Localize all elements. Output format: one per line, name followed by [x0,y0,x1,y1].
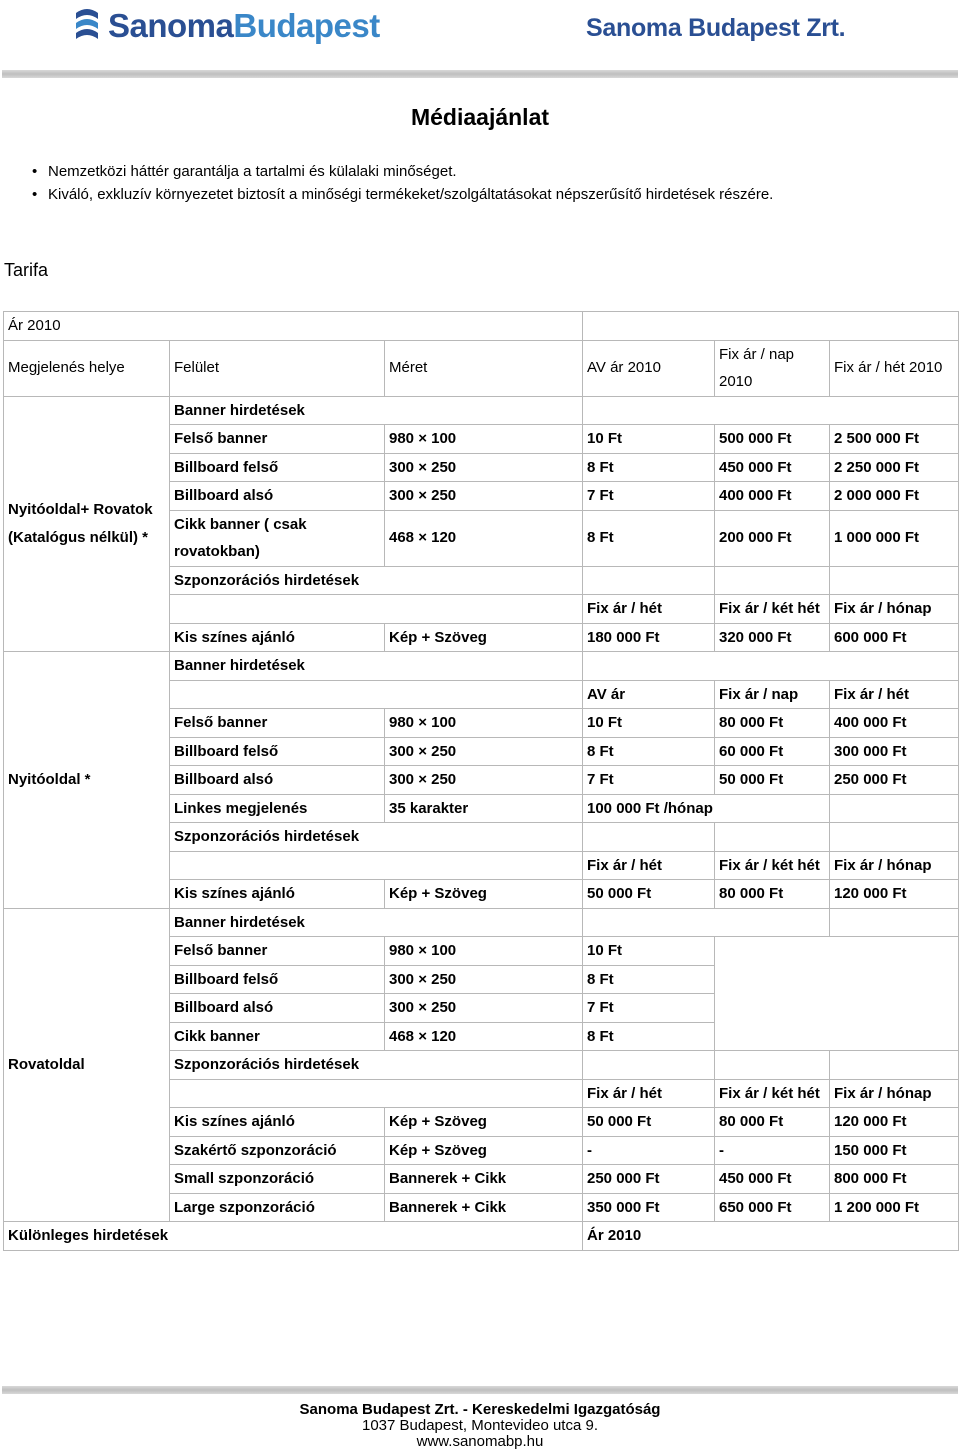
table-caption: Ár 2010 [4,312,583,341]
table-cell: - [715,1136,830,1165]
section-heading: Szponzorációs hirdetések [170,1051,583,1080]
table-cell: Szakértő szponzoráció [170,1136,385,1165]
table-cell: Fix ár / hét [583,851,715,880]
table-cell [715,1051,830,1080]
table-cell [715,566,830,595]
table-cell [583,652,959,681]
table-cell: 980 × 100 [385,709,583,738]
bullet-item: • Nemzetközi háttér garantálja a tartalmi és külalaki minőséget. [28,160,773,183]
table-cell: 120 000 Ft [830,1108,959,1137]
table-cell [830,566,959,595]
table-cell: 800 000 Ft [830,1165,959,1194]
table-cell: 180 000 Ft [583,623,715,652]
table-cell: 468 × 120 [385,510,583,566]
table-cell: 350 000 Ft [583,1193,715,1222]
table-cell [830,1051,959,1080]
table-cell: Fix ár / hónap [830,595,959,624]
table-cell [170,680,583,709]
table-cell: Fix ár / hónap [830,851,959,880]
page-title: Médiaajánlat [410,104,550,130]
table-cell [830,908,959,937]
table-cell: 7 Ft [583,994,715,1023]
table-cell: 300 × 250 [385,994,583,1023]
header-fix-week: Fix ár / hét 2010 [830,340,959,396]
table-cell: 10 Ft [583,425,715,454]
table-cell: 80 000 Ft [715,880,830,909]
table-cell: Felső banner [170,425,385,454]
table-cell [583,908,830,937]
page-footer [0,1402,960,1450]
table-cell: 300 × 250 [385,737,583,766]
table-cell: 300 × 250 [385,453,583,482]
table-cell: 300 000 Ft [830,737,959,766]
logo-mark-icon [70,5,104,47]
table-cell [715,823,830,852]
table-cell [583,823,715,852]
table-cell [170,595,583,624]
table-cell: Különleges hirdetések [4,1222,583,1251]
table-cell [715,937,959,1051]
table-cell: 7 Ft [583,482,715,511]
table-cell: 200 000 Ft [715,510,830,566]
table-cell: Kép + Szöveg [385,1108,583,1137]
table-cell: 8 Ft [583,965,715,994]
table-cell: Kép + Szöveg [385,1136,583,1165]
table-cell: Bannerek + Cikk [385,1165,583,1194]
table-cell: 80 000 Ft [715,1108,830,1137]
table-cell: 50 000 Ft [583,1108,715,1137]
table-cell: 320 000 Ft [715,623,830,652]
table-cell [830,794,959,823]
table-cell: 300 × 250 [385,766,583,795]
table-cell: 600 000 Ft [830,623,959,652]
table-cell: Kis színes ajánló [170,880,385,909]
table-cell: 8 Ft [583,1022,715,1051]
table-cell: 980 × 100 [385,425,583,454]
table-cell: Fix ár / nap [715,680,830,709]
table-cell: 468 × 120 [385,1022,583,1051]
table-cell: 650 000 Ft [715,1193,830,1222]
table-cell: 450 000 Ft [715,453,830,482]
table-cell: 8 Ft [583,737,715,766]
table-cell: 60 000 Ft [715,737,830,766]
table-cell: Kis színes ajánló [170,1108,385,1137]
table-cell [583,1051,715,1080]
table-cell [583,396,959,425]
table-cell [583,312,959,341]
table-cell: 50 000 Ft [583,880,715,909]
table-cell: Bannerek + Cikk [385,1193,583,1222]
section-heading: Banner hirdetések [170,396,583,425]
table-cell [170,1079,583,1108]
section-heading: Szponzorációs hirdetések [170,566,583,595]
table-cell: 450 000 Ft [715,1165,830,1194]
table-cell: Fix ár / hét [583,1079,715,1108]
company-name: Sanoma Budapest Zrt. [586,14,846,42]
table-cell: 8 Ft [583,510,715,566]
table-cell: 150 000 Ft [830,1136,959,1165]
tariff-table [3,311,959,1251]
table-cell: 8 Ft [583,453,715,482]
sanoma-budapest-logo [70,3,380,49]
table-cell: 10 Ft [583,937,715,966]
table-cell: Billboard alsó [170,766,385,795]
section-heading: Szponzorációs hirdetések [170,823,583,852]
table-cell: Billboard felső [170,965,385,994]
table-cell: - [583,1136,715,1165]
placement-cell: Nyitóoldal+ Rovatok (Katalógus nélkül) * [4,396,170,652]
table-cell: Small szponzoráció [170,1165,385,1194]
table-cell: 10 Ft [583,709,715,738]
table-cell: 250 000 Ft [583,1165,715,1194]
table-cell [170,851,583,880]
table-cell: Fix ár / két hét [715,851,830,880]
table-cell: 80 000 Ft [715,709,830,738]
table-cell: 400 000 Ft [830,709,959,738]
table-cell: Billboard felső [170,453,385,482]
table-cell: 2 250 000 Ft [830,453,959,482]
section-heading: Banner hirdetések [170,908,583,937]
header-av-price: AV ár 2010 [583,340,715,396]
table-cell: Cikk banner ( csak rovatokban) [170,510,385,566]
table-cell: Fix ár / hónap [830,1079,959,1108]
table-cell: Billboard alsó [170,482,385,511]
table-cell: Felső banner [170,937,385,966]
table-cell: Fix ár / két hét [715,1079,830,1108]
header-fix-day: Fix ár / nap 2010 [715,340,830,396]
table-cell: Large szponzoráció [170,1193,385,1222]
table-cell: 2 000 000 Ft [830,482,959,511]
table-cell: Fix ár / hét [830,680,959,709]
table-cell: Kép + Szöveg [385,880,583,909]
table-cell: Linkes megjelenés [170,794,385,823]
table-cell: 50 000 Ft [715,766,830,795]
table-cell: Cikk banner [170,1022,385,1051]
table-cell: Ár 2010 [583,1222,959,1251]
table-cell: 100 000 Ft /hónap [583,794,830,823]
bullet-list [28,160,773,206]
table-cell: Billboard felső [170,737,385,766]
header-size: Méret [385,340,583,396]
table-cell: 120 000 Ft [830,880,959,909]
table-cell: 250 000 Ft [830,766,959,795]
table-cell [583,566,715,595]
page-header [0,0,960,80]
table-cell: 7 Ft [583,766,715,795]
bullet-item: • Kiváló, exkluzív környezetet biztosít a minőségi termékeket/szolgáltatásokat népszerűsítő hirdetések részére. [28,183,773,206]
table-cell: 1 200 000 Ft [830,1193,959,1222]
footer-address: 1037 Budapest, Montevideo utca 9. [361,1417,598,1434]
placement-cell: Nyitóoldal * [4,652,170,909]
footer-web: www.sanomabp.hu [416,1433,544,1450]
header-placement: Megjelenés helye [4,340,170,396]
tarifa-heading: Tarifa [4,260,49,280]
table-cell: Billboard alsó [170,994,385,1023]
logo-budapest-text: Budapest [233,7,380,44]
footer-divider [2,1386,958,1394]
table-cell: 980 × 100 [385,937,583,966]
header-divider [2,70,958,78]
table-cell: Fix ár / két hét [715,595,830,624]
table-cell: 400 000 Ft [715,482,830,511]
placement-cell: Rovatoldal [4,908,170,1222]
table-row [4,1222,959,1251]
table-cell: Kép + Szöveg [385,623,583,652]
table-cell: 500 000 Ft [715,425,830,454]
logo-sanoma-text: Sanoma [108,7,234,44]
table-cell: 1 000 000 Ft [830,510,959,566]
footer-company: Sanoma Budapest Zrt. - Kereskedelmi Igazgatóság [299,1401,661,1418]
table-cell: 35 karakter [385,794,583,823]
header-surface: Felület [170,340,385,396]
table-cell: 300 × 250 [385,482,583,511]
table-cell: AV ár [583,680,715,709]
table-cell: 300 × 250 [385,965,583,994]
table-cell: Fix ár / hét [583,595,715,624]
section-heading: Banner hirdetések [170,652,583,681]
table-cell: Kis színes ajánló [170,623,385,652]
table-cell [830,823,959,852]
table-cell: Felső banner [170,709,385,738]
table-cell: 2 500 000 Ft [830,425,959,454]
